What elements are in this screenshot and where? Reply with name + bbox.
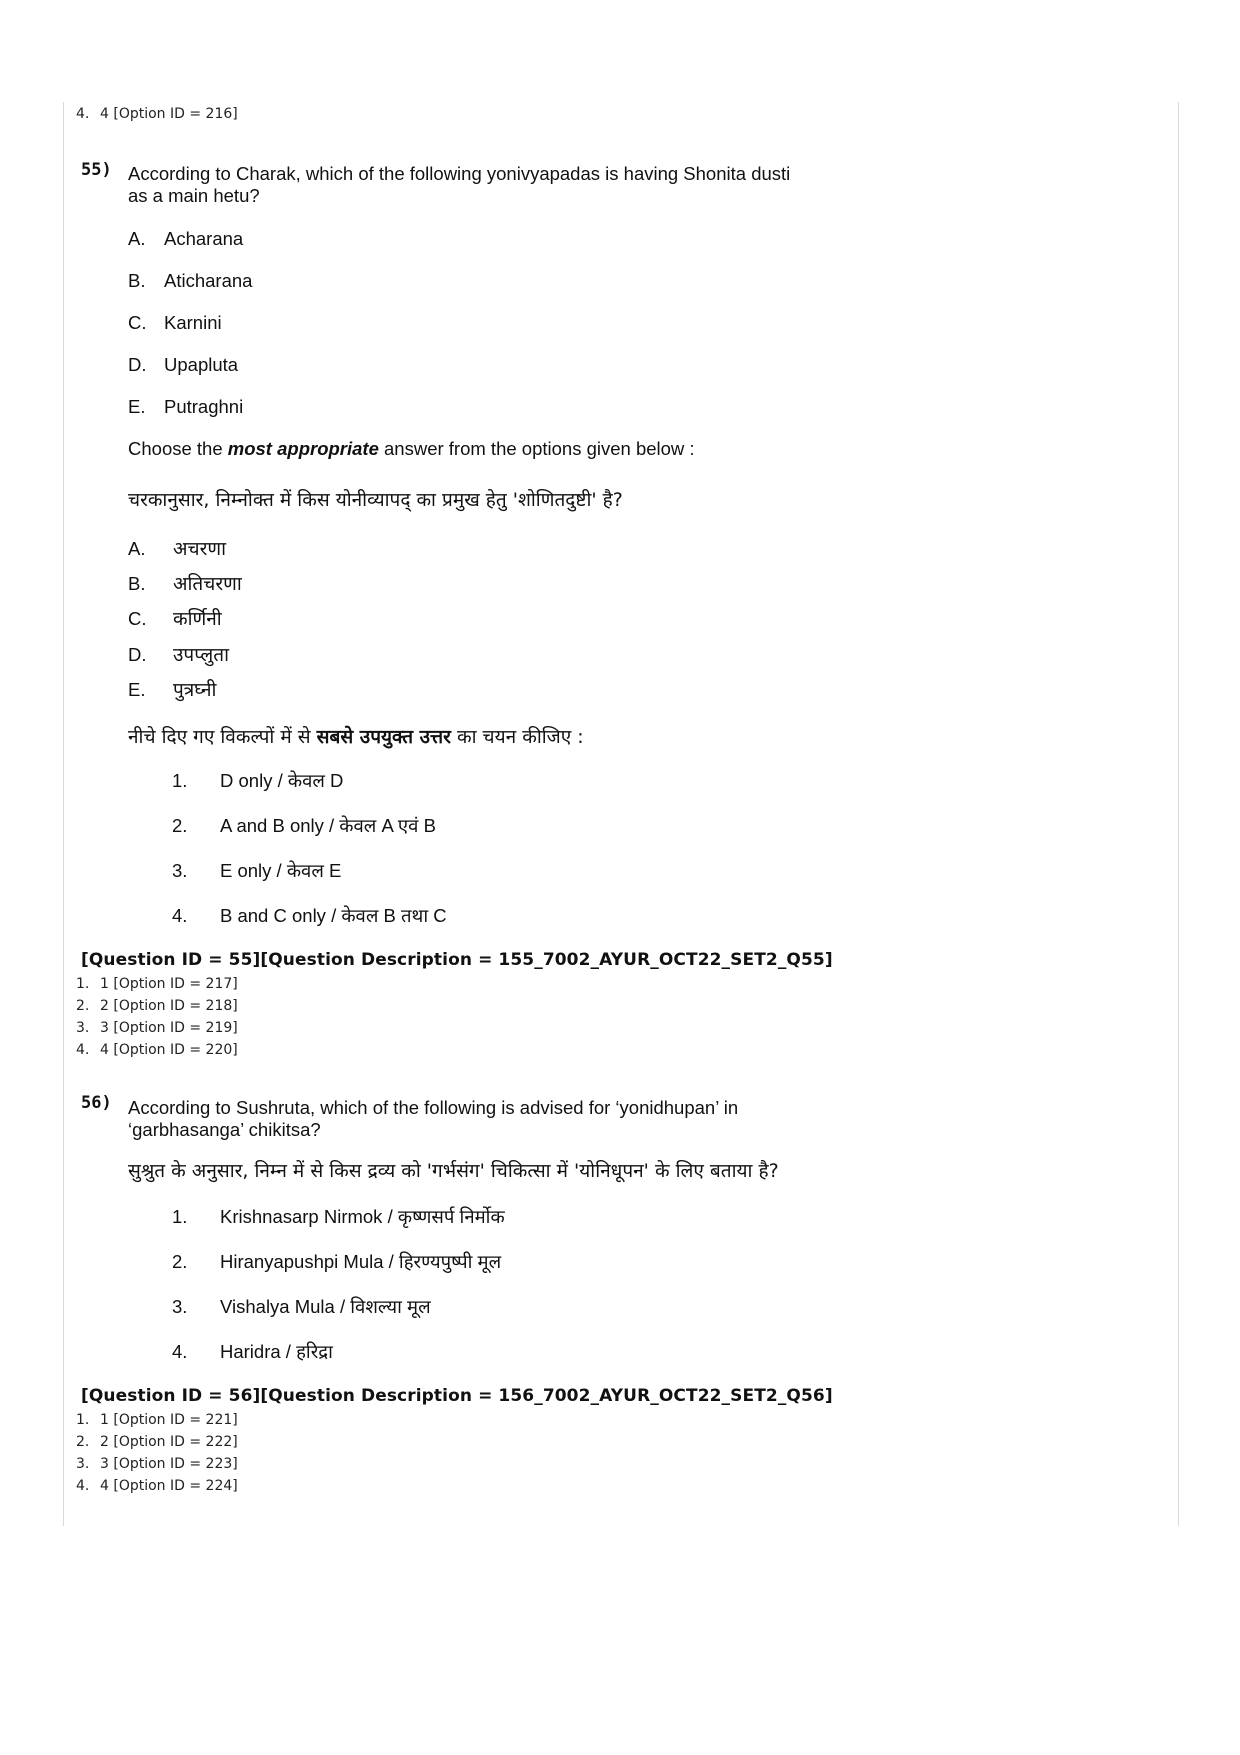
page-left-border xyxy=(63,102,64,1526)
q56-option-id-2: 2. 2 [Option ID = 222] xyxy=(76,1434,238,1450)
q55-choice-2: 2. A and B only / केवल A एवं B xyxy=(172,815,436,836)
q55-choice-3: 3. E only / केवल E xyxy=(172,860,342,881)
q56-choice-4: 4. Haridra / हरिद्रा xyxy=(172,1341,333,1362)
question-56-text: According to Sushruta, which of the following is advised for ‘yonidhupan’ in ‘garbhasanga’ chikitsa? xyxy=(128,1097,739,1140)
option-id-line: 4. 4 [Option ID = 216] xyxy=(76,106,238,122)
page-right-border xyxy=(1178,102,1179,1526)
q55-option-a: A. Acharana xyxy=(128,228,244,249)
q55-option-id-4: 4. 4 [Option ID = 220] xyxy=(76,1042,238,1058)
q55-question-id: [Question ID = 55][Question Description = 155_7002_AYUR_OCT22_SET2_Q55] xyxy=(81,950,833,970)
q55-option-id-3: 3. 3 [Option ID = 219] xyxy=(76,1020,238,1036)
q55-option-e: E. Putraghni xyxy=(128,396,244,417)
q56-option-id-3: 3. 3 [Option ID = 223] xyxy=(76,1456,238,1472)
q56-choice-1: 1. Krishnasarp Nirmok / कृष्णसर्प निर्मोक xyxy=(172,1206,505,1227)
q55-hindi-option-a: A. अचरणा xyxy=(128,538,227,560)
q55-hindi-option-d: D. उपप्लुता xyxy=(128,644,230,666)
q56-choice-2: 2. Hiranyapushpi Mula / हिरण्यपुष्पी मूल xyxy=(172,1251,502,1272)
q55-option-id-2: 2. 2 [Option ID = 218] xyxy=(76,998,238,1014)
q55-hindi-choose-instruction: नीचे दिए गए विकल्पों में से सबसे उपयुक्त उत्तर का चयन कीजिए : xyxy=(128,726,584,748)
q55-choice-4: 4. B and C only / केवल B तथा C xyxy=(172,905,447,926)
q55-choose-instruction: Choose the most appropriate answer from the options given below : xyxy=(128,438,695,459)
question-55-text: According to Charak, which of the following yonivyapadas is having Shonita dusti as a main hetu? xyxy=(128,163,791,206)
q55-hindi-option-e: E. पुत्रघ्नी xyxy=(128,679,217,701)
q56-choice-3: 3. Vishalya Mula / विशल्या मूल xyxy=(172,1296,431,1317)
q55-option-d: D. Upapluta xyxy=(128,354,239,375)
q56-question-id: [Question ID = 56][Question Description = 156_7002_AYUR_OCT22_SET2_Q56] xyxy=(81,1386,833,1406)
q55-hindi-option-b: B. अतिचरणा xyxy=(128,573,242,595)
q56-option-id-4: 4. 4 [Option ID = 224] xyxy=(76,1478,238,1494)
q55-choice-1: 1. D only / केवल D xyxy=(172,770,344,791)
q55-option-b: B. Aticharana xyxy=(128,270,253,291)
question-number-56: 56) xyxy=(81,1093,112,1113)
q56-hindi-question: सुश्रुत के अनुसार, निम्न में से किस द्रव्य को 'गर्भसंग' चिकित्सा में 'योनिधूपन' के लिए बताया है? xyxy=(128,1160,779,1182)
q55-hindi-option-c: C. कर्णिनी xyxy=(128,608,222,630)
q56-option-id-1: 1. 1 [Option ID = 221] xyxy=(76,1412,238,1428)
q55-option-c: C. Karnini xyxy=(128,312,222,333)
q55-hindi-question: चरकानुसार, निम्नोक्त में किस योनीव्यापद् का प्रमुख हेतु 'शोणितदुष्टी' है? xyxy=(128,489,623,511)
question-number-55: 55) xyxy=(81,160,112,180)
q55-option-id-1: 1. 1 [Option ID = 217] xyxy=(76,976,238,992)
